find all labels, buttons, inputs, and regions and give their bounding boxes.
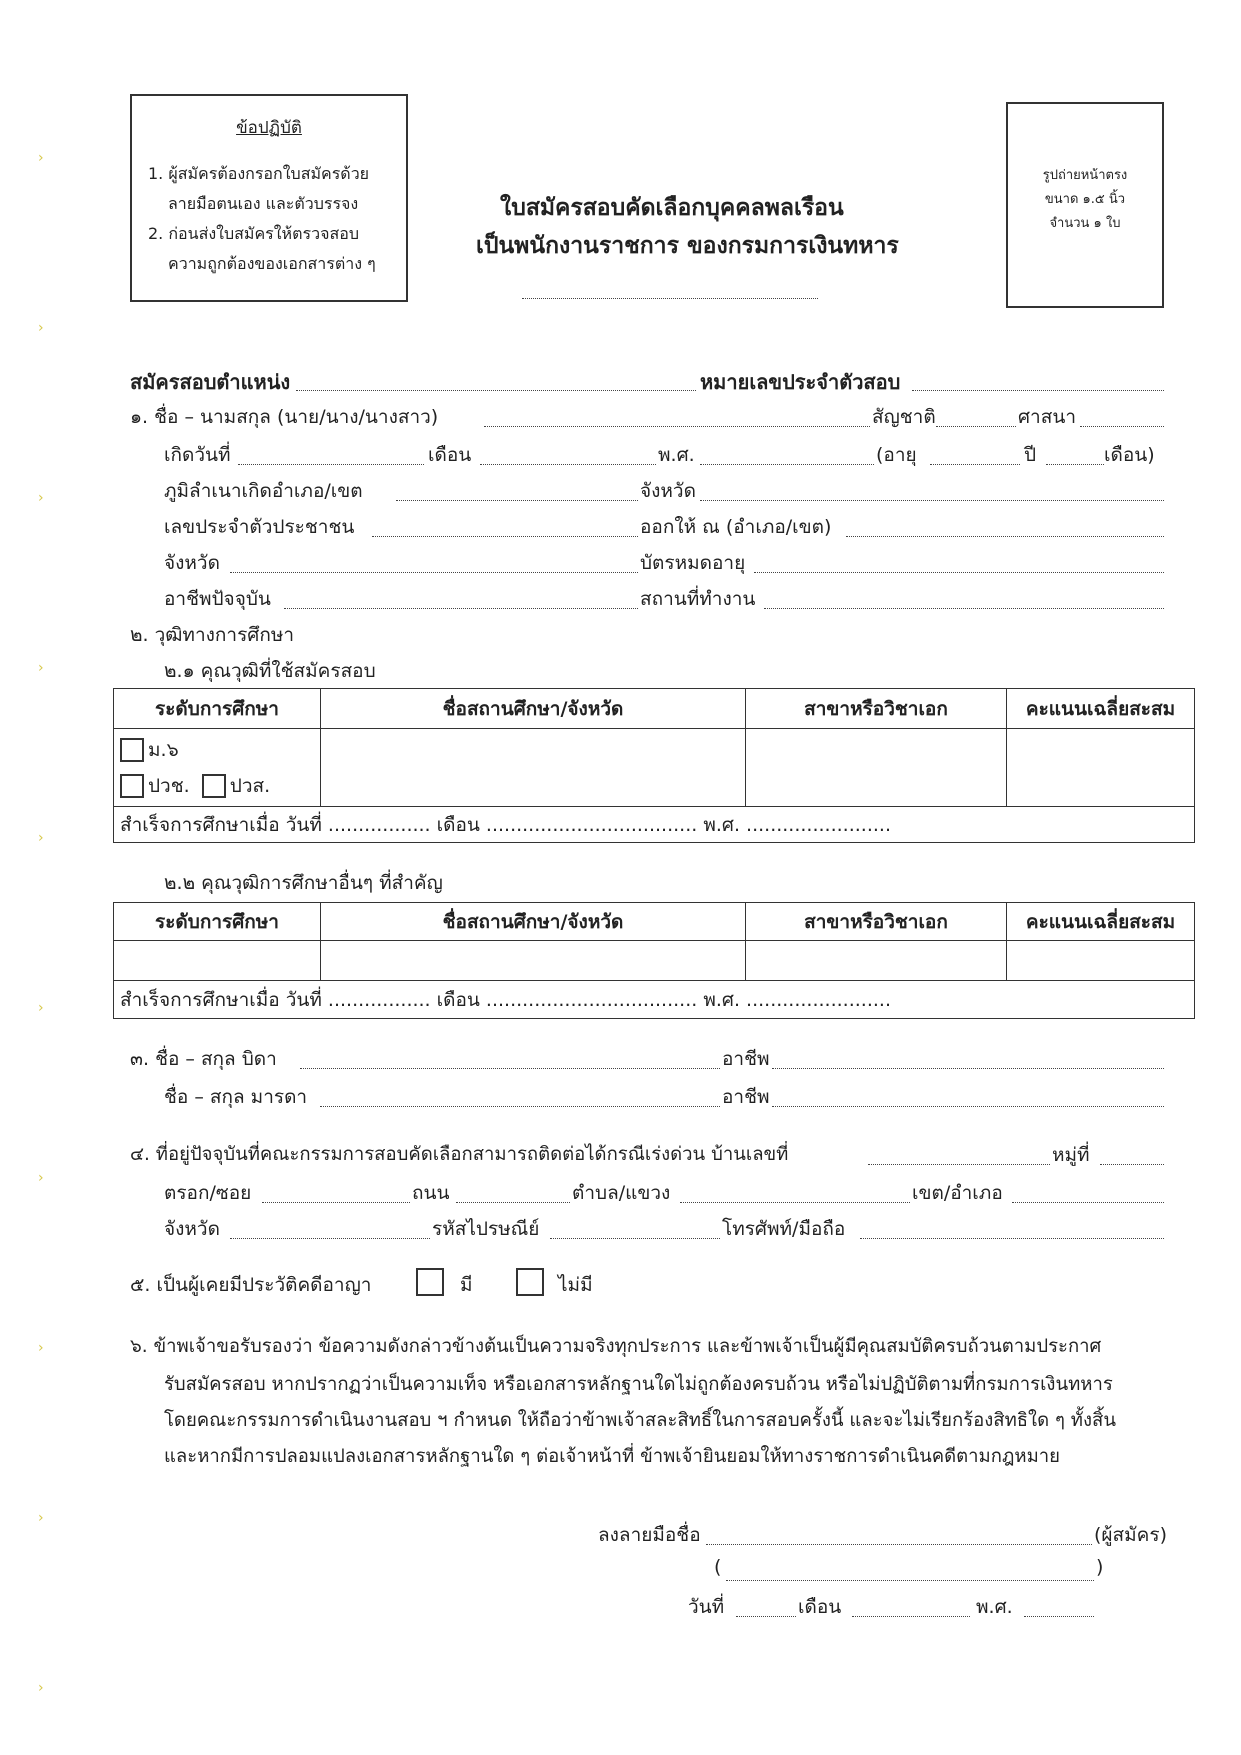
instruction-item: 1. ผู้สมัครต้องกรอกใบสมัครด้วย <box>148 164 370 183</box>
born-month-field[interactable] <box>480 464 656 465</box>
declaration-line: ๖. ข้าพเจ้าขอรับรองว่า ข้อความดังกล่าวข้างต้นเป็นความจริงทุกประการ และข้าพเจ้าเป็นผู้มีคุณสมบัติครบถ้วนตามประกาศ <box>130 1336 1102 1357</box>
phone-label: โทรศัพท์/มือถือ <box>722 1218 846 1240</box>
col-major: สาขาหรือวิชาเอก <box>746 689 1007 729</box>
sign-year-label: พ.ศ. <box>976 1596 1013 1618</box>
district-label: เขต/อำเภอ <box>912 1182 1003 1204</box>
scan-mark: › <box>38 1340 44 1356</box>
scan-mark: › <box>38 1000 44 1016</box>
declaration-line: โดยคณะกรรมการดำเนินงานสอบ ฯ กำหนด ให้ถือว่าข้าพเจ้าสละสิทธิ์ในการสอบครั้งนี้ และจะไม่เรียกร้องสิทธิใด ๆ ทั้งสิ้น <box>164 1410 1116 1431</box>
road-label: ถนน <box>412 1182 450 1204</box>
sign-field[interactable] <box>706 1544 1092 1545</box>
workplace-field[interactable] <box>764 608 1164 609</box>
expiry-label: บัตรหมดอายุ <box>640 552 746 574</box>
born-day-field[interactable] <box>238 464 424 465</box>
father-occupation-label: อาชีพ <box>722 1048 770 1070</box>
born-label: เกิดวันที่ <box>164 444 231 466</box>
nationality-label: สัญชาติ <box>872 406 936 428</box>
mother-label: ชื่อ – สกุล มารดา <box>164 1086 308 1108</box>
criminal-label: ๕. เป็นผู้เคยมีประวัติคดีอาญา <box>130 1274 372 1296</box>
age-years-label: ปี <box>1024 444 1037 466</box>
col-school: ชื่อสถานศึกษา/จังหวัด <box>321 903 746 941</box>
major-cell[interactable] <box>746 729 1007 807</box>
declaration-line: และหากมีการปลอมแปลงเอกสารหลักฐานใด ๆ ต่อเจ้าหน้าที่ ข้าพเจ้ายินยอมให้ทางราชการดำเนินคดีตามกฎหมาย <box>164 1446 1060 1467</box>
pvc-label: ปวช. <box>148 774 190 797</box>
level-cell <box>114 729 321 807</box>
house-no-field[interactable] <box>868 1164 1050 1165</box>
sign-month-field[interactable] <box>852 1616 970 1617</box>
occupation-field[interactable] <box>284 608 638 609</box>
school-cell[interactable] <box>321 729 746 807</box>
mother-occupation-label: อาชีพ <box>722 1086 770 1108</box>
position-label: สมัครสอบตำแหน่ง <box>130 370 291 394</box>
born-year-label: พ.ศ. <box>658 444 695 466</box>
exam-no-field[interactable] <box>912 390 1164 391</box>
exam-no-label: หมายเลขประจำตัวสอบ <box>700 370 901 394</box>
sign-year-field[interactable] <box>1024 1616 1094 1617</box>
name-label: ๑. ชื่อ – นามสกุล (นาย/นาง/นางสาว) <box>130 406 439 428</box>
birth-province-field[interactable] <box>700 500 1164 501</box>
graduated-row[interactable]: สำเร็จการศึกษาเมื่อ วันที่ ................. เดือน ................................... พ.ศ. ........................ <box>114 981 1195 1019</box>
born-month-label: เดือน <box>428 444 472 466</box>
col-level: ระดับการศึกษา <box>114 903 321 941</box>
col-major: สาขาหรือวิชาเอก <box>746 903 1007 941</box>
religion-field[interactable] <box>1080 426 1164 427</box>
pvc-checkbox[interactable] <box>120 774 144 798</box>
issued-field[interactable] <box>846 536 1164 537</box>
scan-mark: › <box>38 660 44 676</box>
applicant-label: (ผู้สมัคร) <box>1094 1524 1167 1546</box>
education-title: ๒. วุฒิทางการศึกษา <box>130 624 295 646</box>
education-table-1 <box>113 688 1195 843</box>
col-school: ชื่อสถานศึกษา/จังหวัด <box>321 689 746 729</box>
father-label: ๓. ชื่อ – สกุล บิดา <box>130 1048 277 1070</box>
birth-province-label: จังหวัด <box>640 480 696 502</box>
col-gpa: คะแนนเฉลี่ยสะสม <box>1007 689 1195 729</box>
age-label: (อายุ <box>876 444 917 466</box>
level-cell[interactable] <box>114 941 321 981</box>
id-province-field[interactable] <box>230 572 638 573</box>
major-cell[interactable] <box>746 941 1007 981</box>
phone-field[interactable] <box>860 1238 1164 1239</box>
scan-mark: › <box>38 1510 44 1526</box>
instruction-item: 2. ก่อนส่งใบสมัครให้ตรวจสอบ <box>148 224 359 243</box>
moo-field[interactable] <box>1100 1164 1164 1165</box>
father-occupation-field[interactable] <box>772 1068 1164 1069</box>
workplace-label: สถานที่ทำงาน <box>640 588 756 610</box>
declaration-line: รับสมัครสอบ หากปรากฏว่าเป็นความเท็จ หรือเอกสารหลักฐานใดไม่ถูกต้องครบถ้วน หรือไม่ปฏิบัติตามที่กรมการเงินทหาร <box>164 1374 1113 1395</box>
paren-close: ) <box>1096 1556 1104 1578</box>
nationality-field[interactable] <box>936 426 1016 427</box>
subdistrict-field[interactable] <box>680 1202 910 1203</box>
soi-label: ตรอก/ซอย <box>164 1182 252 1204</box>
position-field[interactable] <box>296 390 696 391</box>
id-label: เลขประจำตัวประชาชน <box>164 516 355 538</box>
criminal-no-label: ไม่มี <box>558 1274 593 1296</box>
criminal-yes-checkbox[interactable] <box>416 1268 444 1296</box>
age-months-label: เดือน) <box>1104 444 1155 466</box>
scan-mark: › <box>38 1680 44 1696</box>
id-province-label: จังหวัด <box>164 552 220 574</box>
address-label: ๔. ที่อยู่ปัจจุบันที่คณะกรรมการสอบคัดเลือกสามารถติดต่อได้กรณีเร่งด่วน บ้านเลขที่ <box>130 1144 789 1165</box>
m6-checkbox[interactable] <box>120 738 144 762</box>
id-field[interactable] <box>372 536 638 537</box>
scan-mark: › <box>38 830 44 846</box>
pvs-label: ปวส. <box>229 774 271 797</box>
photo-box <box>1006 102 1164 308</box>
religion-label: ศาสนา <box>1018 406 1076 428</box>
education-sub1: ๒.๑ คุณวุฒิที่ใช้สมัครสอบ <box>164 660 376 682</box>
col-level: ระดับการศึกษา <box>114 689 321 729</box>
instruction-item: ลายมือตนเอง และตัวบรรจง <box>168 194 359 213</box>
district-field[interactable] <box>1012 1202 1164 1203</box>
expiry-field[interactable] <box>754 572 1164 573</box>
birthplace-label: ภูมิลำเนาเกิดอำเภอ/เขต <box>164 480 363 502</box>
scan-mark: › <box>38 490 44 506</box>
instructions-box <box>130 94 408 302</box>
sign-date-label: วันที่ <box>688 1596 725 1618</box>
occupation-label: อาชีพปัจจุบัน <box>164 588 271 610</box>
scan-mark: › <box>38 1170 44 1186</box>
province-label: จังหวัด <box>164 1218 220 1240</box>
gpa-cell[interactable] <box>1007 729 1195 807</box>
graduated-row[interactable]: สำเร็จการศึกษาเมื่อ วันที่ ................. เดือน ................................... พ.ศ. ........................ <box>114 807 1195 843</box>
postcode-label: รหัสไปรษณีย์ <box>432 1218 540 1240</box>
subdistrict-label: ตำบล/แขวง <box>572 1182 671 1204</box>
title-underline <box>522 298 818 299</box>
photo-text: ขนาด ๑.๕ นิ้ว <box>1044 192 1126 207</box>
criminal-yes-label: มี <box>460 1274 473 1296</box>
age-years-field[interactable] <box>930 464 1020 465</box>
born-year-field[interactable] <box>700 464 874 465</box>
soi-field[interactable] <box>262 1202 410 1203</box>
mother-field[interactable] <box>320 1106 720 1107</box>
birthplace-field[interactable] <box>396 500 638 501</box>
issued-label: ออกให้ ณ (อำเภอ/เขต) <box>640 516 832 538</box>
mother-occupation-field[interactable] <box>772 1106 1164 1107</box>
paren-open: ( <box>714 1556 722 1578</box>
school-cell[interactable] <box>321 941 746 981</box>
form-title-line2: เป็นพนักงานราชการ ของกรมการเงินทหาร <box>476 233 899 259</box>
instructions-title: ข้อปฏิบัติ <box>236 118 302 138</box>
postcode-field[interactable] <box>550 1238 720 1239</box>
scan-mark: › <box>38 320 44 336</box>
road-field[interactable] <box>456 1202 570 1203</box>
father-field[interactable] <box>300 1068 720 1069</box>
form-title-line1: ใบสมัครสอบคัดเลือกบุคคลพลเรือน <box>500 195 844 221</box>
age-months-field[interactable] <box>1046 464 1104 465</box>
col-gpa: คะแนนเฉลี่ยสะสม <box>1007 903 1195 941</box>
education-sub2: ๒.๒ คุณวุฒิการศึกษาอื่นๆ ที่สำคัญ <box>164 872 443 894</box>
sign-day-field[interactable] <box>736 1616 796 1617</box>
scan-mark: › <box>38 150 44 166</box>
printed-name-field[interactable] <box>726 1580 1094 1581</box>
sign-month-label: เดือน <box>798 1596 842 1618</box>
gpa-cell[interactable] <box>1007 941 1195 981</box>
name-field[interactable] <box>484 426 870 427</box>
m6-label: ม.๖ <box>148 738 179 761</box>
province-field[interactable] <box>230 1238 430 1239</box>
education-table-2 <box>113 902 1195 1019</box>
photo-text: จำนวน ๑ ใบ <box>1049 216 1121 231</box>
moo-label: หมู่ที่ <box>1052 1144 1090 1166</box>
criminal-no-checkbox[interactable] <box>516 1268 544 1296</box>
sign-label: ลงลายมือชื่อ <box>598 1524 701 1546</box>
pvs-checkbox[interactable] <box>202 774 226 798</box>
photo-text: รูปถ่ายหน้าตรง <box>1042 168 1128 183</box>
instruction-item: ความถูกต้องของเอกสารต่าง ๆ <box>168 254 376 273</box>
